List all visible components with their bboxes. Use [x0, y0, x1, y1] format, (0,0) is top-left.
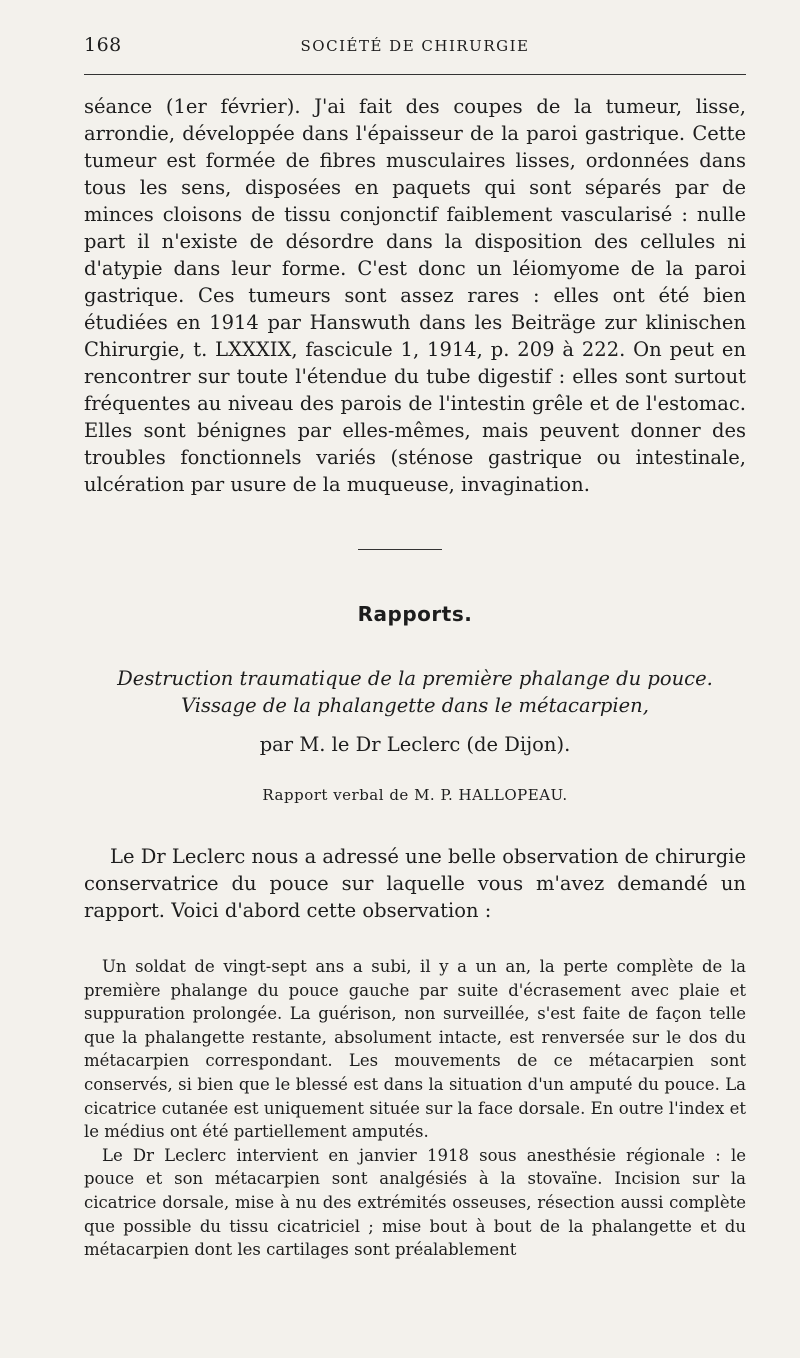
article-title-line: Destruction traumatique de la première phalange du pouce.: [117, 667, 713, 690]
observation-paragraph: Le Dr Leclerc intervient en janvier 1918 sous anesthésie régionale : le pouce et son métacarpien sont analgésiés à la stovaïne. Incision sur la cicatrice dorsale, mise à nu des extrémités osseuses, résection aussi complète que possible du tissu cicatriciel ; mise bout à bout de la phalangette et du métacarpien dont les cartilages sont préalablement: [84, 1145, 746, 1260]
paragraph-text: Le Dr Leclerc nous a adressé une belle observation de chirurgie conservatrice du pouce sur laquelle vous m'avez demandé un rapport. Voici d'abord cette observation :: [84, 845, 746, 922]
section-divider: [358, 549, 442, 550]
intro-paragraph: [84, 843, 746, 924]
header-rule: [84, 74, 746, 75]
article-title-line: Vissage de la phalangette dans le métacarpien,: [181, 694, 649, 717]
continuation-paragraph: [84, 93, 746, 498]
article-title: [84, 665, 746, 719]
observation-text: [84, 955, 746, 1262]
observation-paragraph: Un soldat de vingt-sept ans a subi, il y a un an, la perte complète de la première phalange du pouce gauche par suite d'écrasement avec plaie et suppuration prolongée. La guérison, non surveillée, s'est faite de façon telle que la phalangette restante, absolument intacte, est renversée sur le dos du métacarpien correspondant. Les mouvements de ce métacarpien sont conservés, si bien que le blessé est dans la situation d'un amputé du pouce. La cicatrice cutanée est uniquement située sur la face dorsale. En outre l'index et le médius ont été partiellement amputés.: [84, 957, 746, 1142]
paragraph-text: séance (1er février). J'ai fait des coupes de la tumeur, lisse, arrondie, développée dans l'épaisseur de la paroi gastrique. Cette tumeur est formée de fibres musculaires lisses, ordonnées dans tous les sens, disposées en paquets qui sont séparés par de minces cloisons de tissu conjonctif faiblement vascularisé : nulle part il n'existe de désordre dans la disposition des cellules ni d'atypie dans leur forme. C'est donc un léiomyome de la paroi gastrique. Ces tumeurs sont assez rares : elles ont été bien étudiées en 1914 par Hanswuth dans les Beiträge zur klinischen Chirurgie, t. LXXXIX, fascicule 1, 1914, p. 209 à 222. On peut en rencontrer sur toute l'étendue du tube digestif : elles sont surtout fréquentes au niveau des parois de l'intestin grêle et de l'estomac. Elles sont bénignes par elles-mêmes, mais peuvent donner des troubles fonctionnels variés (sténose gastrique ou intestinale, ulcération par usure de la muqueuse, invagination.: [84, 95, 746, 496]
section-title: Rapports.: [357, 602, 473, 626]
report-byline: Rapport verbal de M. P. HALLOPEAU.: [262, 786, 568, 804]
page-number: 168: [84, 34, 122, 56]
running-head: SOCIÉTÉ DE CHIRURGIE: [300, 37, 530, 55]
page-header: [84, 34, 746, 64]
article-author: par M. le Dr Leclerc (de Dijon).: [259, 733, 571, 756]
